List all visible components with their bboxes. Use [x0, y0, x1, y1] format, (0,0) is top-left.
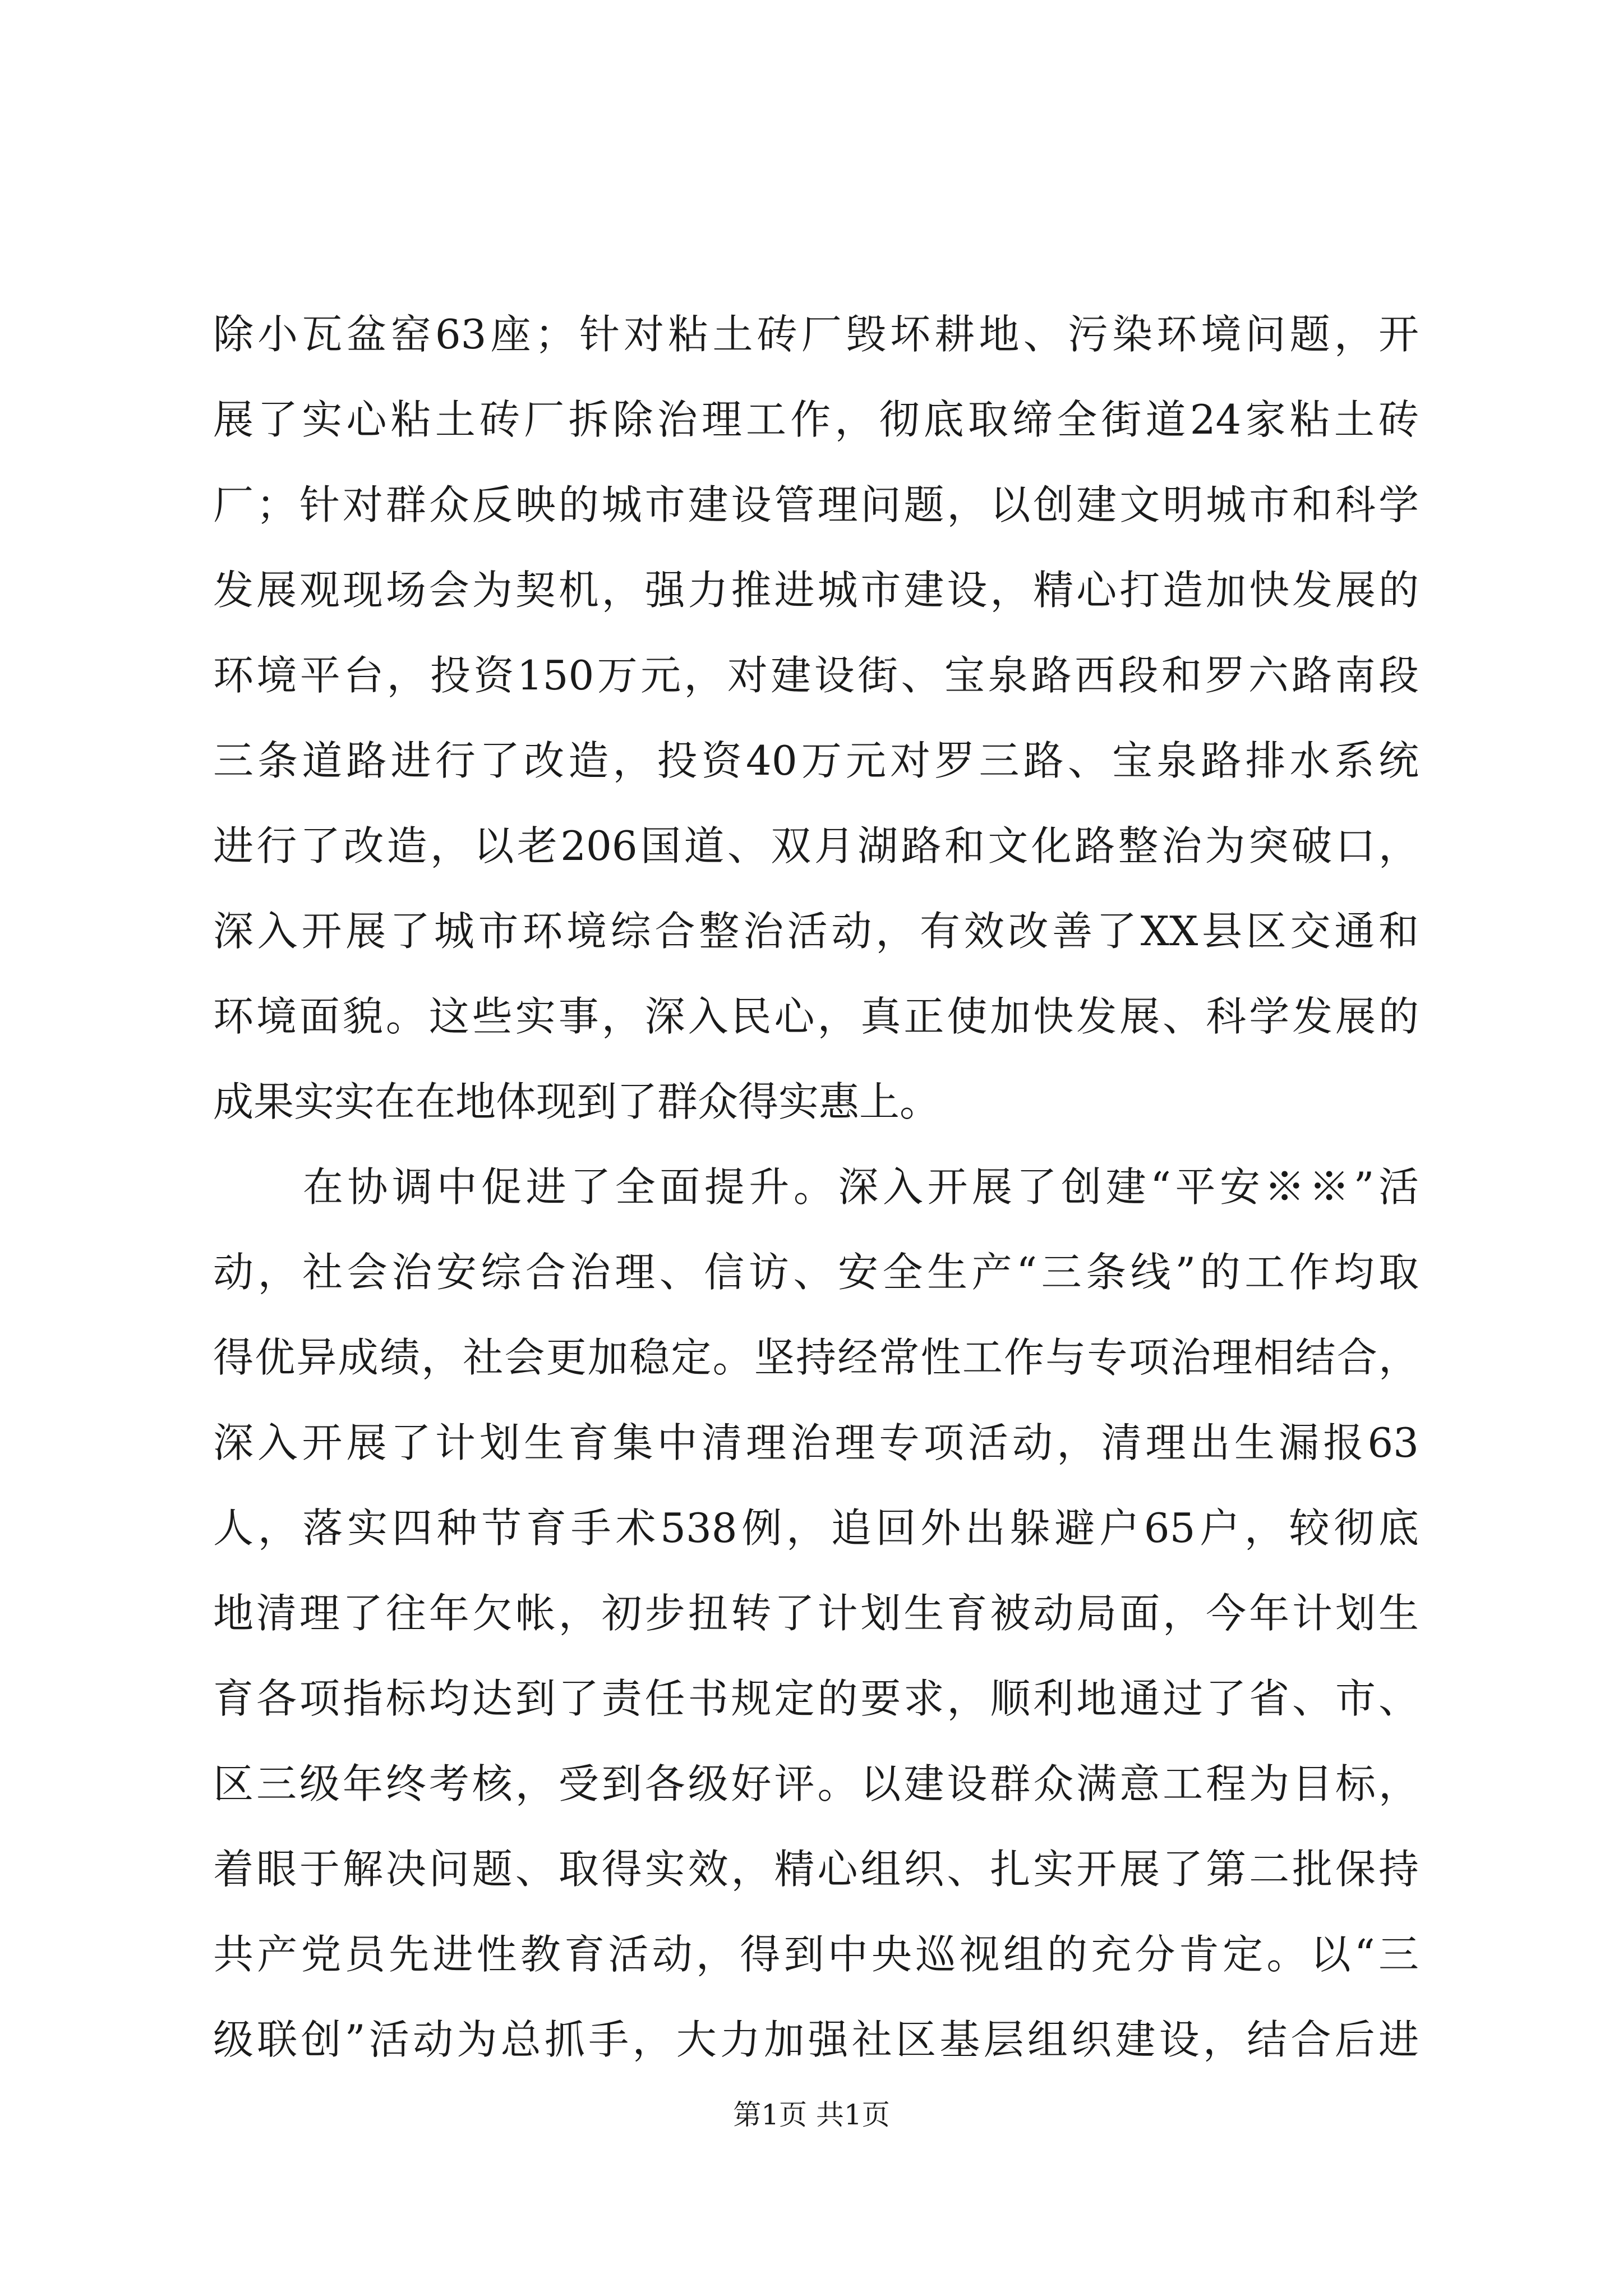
text-line: 地清理了往年欠帐，初步扭转了计划生育被动局面，今年计划生 [213, 1590, 1419, 1637]
text-line: 深入开展了城市环境综合整治活动，有效改善了XX县区交通和 [213, 908, 1419, 955]
paragraph-1 [213, 292, 1419, 1144]
text-line: 环境平台，投资150万元，对建设街、宝泉路西段和罗六路南段 [213, 652, 1419, 699]
text-line: 进行了改造，以老206国道、双月湖路和文化路整治为突破口， [213, 822, 1419, 869]
page-footer [0, 2095, 1623, 2134]
text-line: 育各项指标均达到了责任书规定的要求，顺利地通过了省、市、 [213, 1675, 1419, 1722]
page-number-label: 第1页 共1页 [733, 2099, 890, 2131]
text-line: 成果实实在在地体现到了群众得实惠上。 [213, 1078, 940, 1125]
text-line: 级联创”活动为总抓手，大力加强社区基层组织建设，结合后进 [213, 2016, 1419, 2063]
text-line: 区三级年终考核，受到各级好评。以建设群众满意工程为目标， [213, 1760, 1419, 1807]
text-line: 在协调中促进了全面提升。深入开展了创建“平安※※”活 [303, 1163, 1419, 1211]
text-line: 除小瓦盆窑63座；针对粘土砖厂毁坏耕地、污染环境问题，开 [213, 311, 1419, 358]
text-line: 展了实心粘土砖厂拆除治理工作，彻底取缔全街道24家粘土砖 [213, 396, 1419, 443]
text-line: 发展观现场会为契机，强力推进城市建设，精心打造加快发展的 [213, 567, 1419, 614]
text-line: 三条道路进行了改造，投资40万元对罗三路、宝泉路排水系统 [213, 737, 1419, 784]
text-line: 着眼于解决问题、取得实效，精心组织、扎实开展了第二批保持 [213, 1846, 1419, 1893]
text-line: 共产党员先进性教育活动，得到中央巡视组的充分肯定。以“三 [213, 1931, 1419, 1978]
document-body [213, 292, 1419, 2082]
text-line: 得优异成绩，社会更加稳定。坚持经常性工作与专项治理相结合， [213, 1334, 1419, 1381]
text-line: 环境面貌。这些实事，深入民心，真正使加快发展、科学发展的 [213, 993, 1419, 1040]
text-line: 人，落实四种节育手术538例，追回外出躲避户65户，较彻底 [213, 1504, 1419, 1552]
text-line: 动，社会治安综合治理、信访、安全生产“三条线”的工作均取 [213, 1249, 1419, 1296]
paragraph-2 [213, 1144, 1419, 2082]
text-line: 厂；针对群众反映的城市建设管理问题，以创建文明城市和科学 [213, 481, 1419, 528]
text-line: 深入开展了计划生育集中清理治理专项活动，清理出生漏报63 [213, 1419, 1419, 1466]
